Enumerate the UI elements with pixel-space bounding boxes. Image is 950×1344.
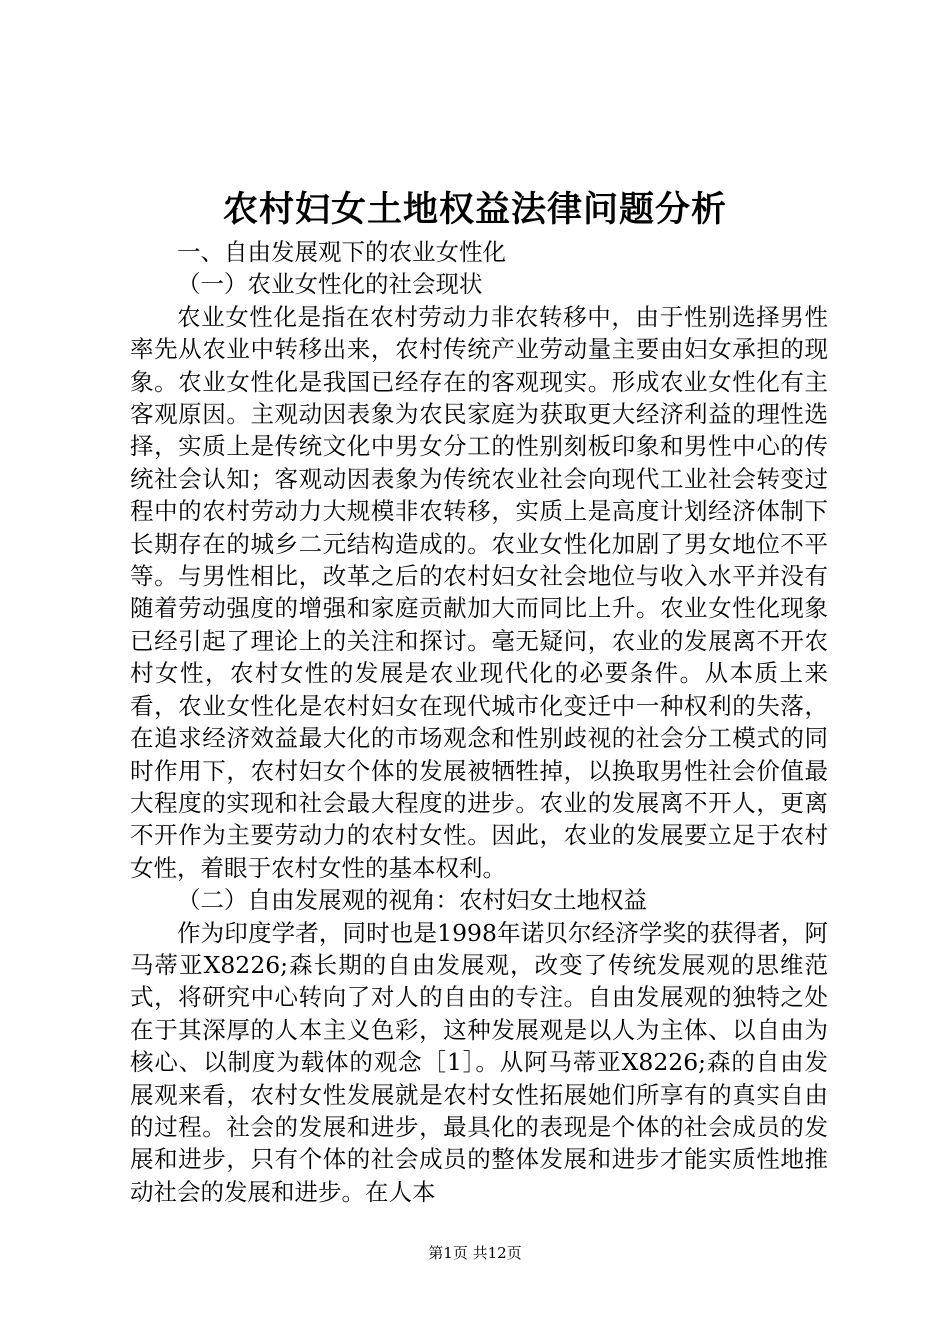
document-title: 农村妇女土地权益法律问题分析 [222,189,727,230]
section-heading: 一、自由发展观下的农业女性化 [177,238,506,266]
subsection-heading: （二）自由发展观的视角：农村妇女土地权益 [177,886,647,915]
paragraph: 农业女性化是指在农村劳动力非农转移中，由于性别选择男性率先从农业中转移出来，农村传统产业劳动量主要由妇女承担的现象。农业女性化是我国已经存在的客观现实。形成农业女性化有主客观原因。主观动因表象为农民家庭为获取更大经济利益的理性选择，实质上是传统文化中男女分工的性别刻板印象和男性中心的传统社会认知；客观动因表象为传统农业社会向现代工业社会转变过程中的农村劳动力大规模非农转移，实质上是高度计划经济体制下长期存在的城乡二元结构造成的。农业女性化加剧了男女地位不平等。与男性相比，改革之后的农村妇女社会地位与收入水平并没有随着劳动强度的增强和家庭贡献加大而同比上升。农业女性化现象已经引起了理论上的关注和探讨。毫无疑问，农业的发展离不开农村女性，农村女性的发展是农业现代化的必要条件。从本质上来看，农业女性化是农村妇女在现代城市化变迁中一种权利的失落，在追求经济效益最大化的市场观念和性别歧视的社会分工模式的同时作用下，农村妇女个体的发展被牺牲掉，以换取男性社会价值最大程度的实现和社会最大程度的进步。农业的发展离不开人，更离不开作为主要劳动力的农村女性。因此，农业的发展要立足于农村女性，着眼于农村女性的基本权利。 [130,302,828,882]
paragraph: 作为印度学者，同时也是1998年诺贝尔经济学奖的获得者，阿马蒂亚X8226;森长期的自由发展观，改变了传统发展观的思维范式，将研究中心转向了对人的自由的专注。自由发展观的独特之处在于其深厚的人本主义色彩，这种发展观是以人为主体、以自由为核心、以制度为载体的观念［1］。从阿马蒂亚X8226;森的自由发展观来看，农村女性发展就是农村女性拓展她们所享有的真实自由的过程。社会的发展和进步，最具化的表现是个体的社会成员的发展和进步，只有个体的社会成员的整体发展和进步才能实质性地推动社会的发展和进步。在人本 [130,918,828,1206]
document-body [130,236,828,1208]
page-number-footer: 第1页 共12页 [428,1244,522,1262]
subsection-heading: （一）农业女性化的社会现状 [177,270,483,299]
